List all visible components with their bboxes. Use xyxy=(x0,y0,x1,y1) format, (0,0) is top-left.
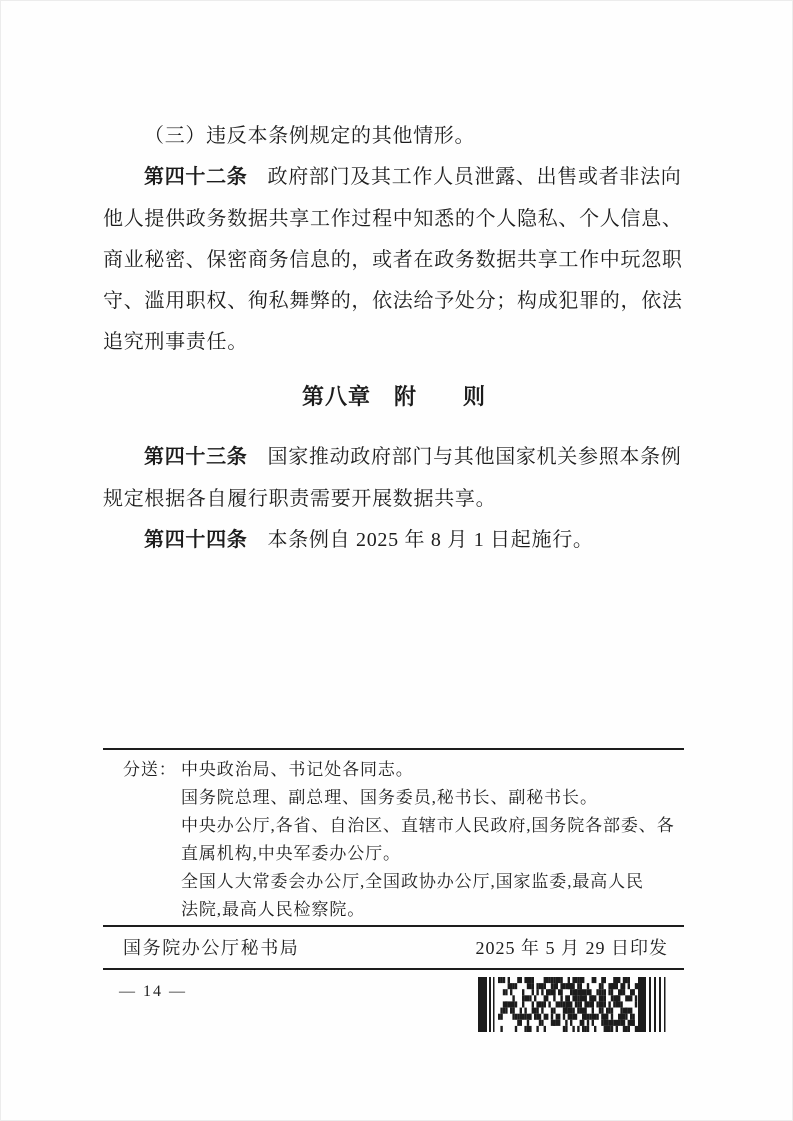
article-42-line-2: 他人提供政务数据共享工作过程中知悉的个人隐私、个人信息、 xyxy=(103,207,683,230)
dispatch-block xyxy=(103,756,684,924)
dispatch-line: 全国人大常委会办公厅,全国政协办公厅,国家监委,最高人民 xyxy=(181,872,644,891)
article-44-label: 第四十四条 xyxy=(144,528,248,551)
document-body xyxy=(103,116,685,561)
article-42-line-5: 追究刑事责任。 xyxy=(103,331,248,354)
article-43-text-1: 国家推动政府部门与其他国家机关参照本条例 xyxy=(267,446,682,469)
footer-issuer: 国务院办公厅秘书局 xyxy=(123,937,300,958)
article-42-label: 第四十二条 xyxy=(144,166,248,189)
dispatch-line: 国务院总理、副总理、国务委员,秘书长、副秘书长。 xyxy=(181,788,598,807)
dispatch-line: 中央政治局、书记处各同志。 xyxy=(181,760,414,779)
article-44-text-1: 本条例自 2025 年 8 月 1 日起施行。 xyxy=(267,528,594,551)
pdf417-barcode-icon xyxy=(478,977,668,1032)
footer-print-date: 2025 年 5 月 29 日印发 xyxy=(475,937,668,958)
chapter-8-heading: 第八章 附 则 xyxy=(301,383,486,409)
article-42-line-3: 商业秘密、保密商务信息的，或者在政务数据共享工作中玩忽职 xyxy=(103,248,683,271)
article-44-line-1 xyxy=(103,520,685,561)
dispatch-top-rule xyxy=(103,748,684,750)
article-42-text-1: 政府部门及其工作人员泄露、出售或者非法向 xyxy=(267,166,682,189)
page-number: — 14 — xyxy=(119,983,187,1000)
footer-bottom-rule xyxy=(103,968,684,970)
dispatch-line: 法院,最高人民检察院。 xyxy=(181,900,366,919)
article-42-line-1 xyxy=(103,157,685,198)
article-43-label: 第四十三条 xyxy=(144,446,248,469)
article-43-line-2: 规定根据各自履行职责需要开展数据共享。 xyxy=(103,487,497,510)
dispatch-label: 分送： xyxy=(123,760,177,779)
dispatch-recipient-list xyxy=(181,756,684,924)
clause-item-three: （三）违反本条例规定的其他情形。 xyxy=(144,125,476,147)
article-43-line-1 xyxy=(103,437,685,478)
dispatch-line: 中央办公厅,各省、自治区、直辖市人民政府,国务院各部委、各 xyxy=(181,816,675,835)
article-42-line-4: 守、滥用职权、徇私舞弊的，依法给予处分；构成犯罪的，依法 xyxy=(103,290,683,313)
footer-row xyxy=(103,925,684,968)
dispatch-line: 直属机构,中央军委办公厅。 xyxy=(181,844,401,863)
